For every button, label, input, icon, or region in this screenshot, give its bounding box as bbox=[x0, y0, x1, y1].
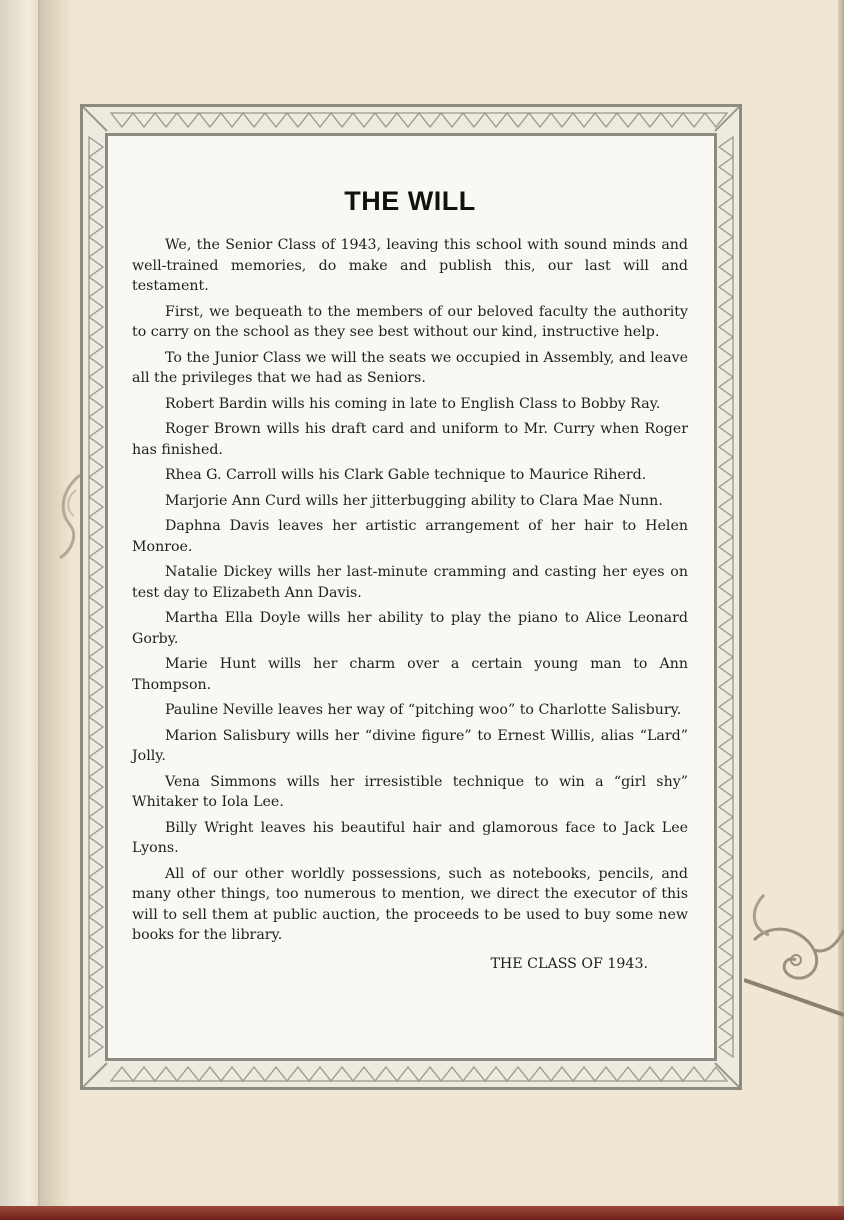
will-paragraph: Vena Simmons wills her irresistible technique to win a “girl shy” Whitaker to Iola Lee. bbox=[132, 773, 688, 810]
frame-ornament bbox=[265, 1067, 287, 1081]
frame-ornament bbox=[529, 113, 551, 127]
frame-ornament bbox=[719, 1017, 733, 1037]
frame-ornament bbox=[719, 457, 733, 477]
frame-ornament bbox=[89, 1017, 103, 1037]
frame-ornament bbox=[155, 1067, 177, 1081]
frame-ornament bbox=[719, 737, 733, 757]
frame-ornament bbox=[89, 297, 103, 317]
frame-ornament bbox=[719, 897, 733, 917]
frame-ornament bbox=[89, 597, 103, 617]
page-title: THE WILL bbox=[344, 186, 476, 216]
frame-ornament bbox=[111, 1067, 133, 1081]
frame-ornament bbox=[89, 277, 103, 297]
frame-ornament bbox=[89, 257, 103, 277]
frame-ornament bbox=[89, 817, 103, 837]
will-paragraph: Marjorie Ann Curd wills her jitterbugging ability to Clara Mae Nunn. bbox=[165, 492, 663, 509]
frame-ornament bbox=[595, 1067, 617, 1081]
frame-ornament bbox=[89, 737, 103, 757]
will-paragraph: Natalie Dickey wills her last-minute cramming and casting her eyes on test day to Elizabeth Ann Davis. bbox=[132, 564, 688, 601]
will-paragraph: Robert Bardin wills his coming in late to English Class to Bobby Ray. bbox=[165, 395, 661, 412]
frame-ornament bbox=[719, 277, 733, 297]
frame-corner bbox=[715, 107, 739, 131]
frame-ornament bbox=[89, 497, 103, 517]
frame-ornament bbox=[89, 477, 103, 497]
frame-ornament bbox=[89, 157, 103, 177]
frame-ornament bbox=[89, 937, 103, 957]
frame-ornament bbox=[89, 197, 103, 217]
will-paragraph: To the Junior Class we will the seats we occupied in Assembly, and leave all the privileges that we had as Seniors. bbox=[132, 349, 688, 386]
frame-ornament bbox=[719, 597, 733, 617]
frame-ornament bbox=[89, 637, 103, 657]
frame-ornament bbox=[419, 113, 441, 127]
page-edge bbox=[838, 0, 844, 1220]
will-paragraph: Billy Wright leaves his beautiful hair and glamorous face to Jack Lee Lyons. bbox=[132, 819, 688, 856]
frame-ornament bbox=[89, 397, 103, 417]
frame-ornament bbox=[719, 397, 733, 417]
frame-ornament bbox=[221, 1067, 243, 1081]
frame-ornament bbox=[719, 857, 733, 877]
will-paragraph: Pauline Neville leaves her way of “pitching woo” to Charlotte Salisbury. bbox=[165, 702, 682, 718]
frame-ornament bbox=[719, 217, 733, 237]
frame-ornament bbox=[617, 113, 639, 127]
frame-ornament bbox=[89, 617, 103, 637]
will-paragraph: All of our other worldly possessions, such as notebooks, pencils, and many other things, too numerous to mention, we direct the executor of this will to sell them at public auction, the proceeds to be used to buy some new books for the library. bbox=[132, 865, 688, 943]
frame-ornament bbox=[719, 757, 733, 777]
frame-corner bbox=[83, 107, 107, 131]
frame-ornament bbox=[719, 917, 733, 937]
frame-ornament bbox=[719, 337, 733, 357]
ornament-scroll-icon bbox=[744, 880, 844, 1020]
frame-ornament bbox=[719, 517, 733, 537]
frame-ornament bbox=[719, 137, 733, 157]
frame-ornament bbox=[353, 113, 375, 127]
frame-ornament bbox=[441, 1067, 463, 1081]
frame-ornament bbox=[353, 1067, 375, 1081]
will-paragraph: Rhea G. Carroll wills his Clark Gable technique to Maurice Riherd. bbox=[165, 467, 647, 483]
frame-ornament bbox=[719, 417, 733, 437]
frame-ornament bbox=[719, 537, 733, 557]
frame-ornament bbox=[89, 417, 103, 437]
frame-ornament bbox=[331, 113, 353, 127]
frame-ornament bbox=[719, 157, 733, 177]
frame-ornament bbox=[441, 113, 463, 127]
frame-ornament bbox=[89, 877, 103, 897]
frame-ornament bbox=[507, 1067, 529, 1081]
frame-ornament bbox=[89, 357, 103, 377]
frame-ornament bbox=[89, 957, 103, 977]
frame-ornament bbox=[89, 177, 103, 197]
frame-ornament bbox=[719, 637, 733, 657]
will-document bbox=[132, 186, 688, 974]
will-paragraphs bbox=[132, 235, 688, 946]
frame-ornament bbox=[89, 717, 103, 737]
frame-ornament bbox=[89, 437, 103, 457]
frame-ornament bbox=[719, 717, 733, 737]
frame-ornament bbox=[719, 237, 733, 257]
frame-ornament bbox=[719, 997, 733, 1017]
frame-ornament bbox=[719, 357, 733, 377]
frame-ornament bbox=[551, 113, 573, 127]
spine-shadow bbox=[38, 0, 72, 1220]
frame-ornament bbox=[719, 797, 733, 817]
frame-ornament bbox=[573, 113, 595, 127]
frame-ornament bbox=[287, 113, 309, 127]
frame-ornament bbox=[243, 1067, 265, 1081]
frame-ornament bbox=[705, 1067, 727, 1081]
frame-ornament bbox=[89, 557, 103, 577]
frame-ornament bbox=[309, 113, 331, 127]
frame-ornament bbox=[89, 217, 103, 237]
frame-ornament bbox=[683, 113, 705, 127]
frame-ornament bbox=[111, 113, 133, 127]
frame-ornament bbox=[719, 197, 733, 217]
frame-ornament bbox=[661, 113, 683, 127]
frame-ornament bbox=[719, 257, 733, 277]
frame-corner bbox=[715, 1063, 739, 1087]
frame-ornament bbox=[375, 113, 397, 127]
frame-ornament bbox=[89, 577, 103, 597]
frame-ornament bbox=[719, 657, 733, 677]
frame-ornament bbox=[375, 1067, 397, 1081]
frame-ornament bbox=[617, 1067, 639, 1081]
frame-ornament bbox=[639, 1067, 661, 1081]
frame-ornament bbox=[397, 113, 419, 127]
frame-ornament bbox=[485, 113, 507, 127]
frame-ornament bbox=[719, 557, 733, 577]
frame-ornament bbox=[287, 1067, 309, 1081]
frame-ornament bbox=[89, 837, 103, 857]
frame-ornament bbox=[463, 1067, 485, 1081]
frame-ornament bbox=[719, 777, 733, 797]
frame-ornament bbox=[89, 857, 103, 877]
frame-ornament bbox=[719, 977, 733, 997]
frame-ornament bbox=[265, 113, 287, 127]
will-paragraph: Daphna Davis leaves her artistic arrangement of her hair to Helen Monroe. bbox=[132, 518, 688, 555]
book-spine bbox=[0, 0, 40, 1220]
frame-ornament bbox=[89, 337, 103, 357]
will-paragraph: We, the Senior Class of 1943, leaving this school with sound minds and well-trained memories, do make and publish this, our last will and testament. bbox=[132, 237, 688, 294]
frame-ornament bbox=[719, 377, 733, 397]
frame-ornament bbox=[463, 113, 485, 127]
frame-ornament bbox=[719, 697, 733, 717]
frame-ornament bbox=[89, 757, 103, 777]
frame-ornament bbox=[89, 517, 103, 537]
frame-ornament bbox=[719, 297, 733, 317]
frame-ornament bbox=[243, 113, 265, 127]
frame-ornament bbox=[705, 113, 727, 127]
frame-ornament bbox=[719, 437, 733, 457]
frame-ornament bbox=[89, 897, 103, 917]
frame-ornament bbox=[639, 113, 661, 127]
frame-ornament bbox=[89, 537, 103, 557]
frame-ornament bbox=[719, 837, 733, 857]
frame-ornament bbox=[89, 997, 103, 1017]
frame-ornament bbox=[397, 1067, 419, 1081]
frame-ornament bbox=[719, 477, 733, 497]
frame-ornament bbox=[177, 1067, 199, 1081]
will-paragraph: Roger Brown wills his draft card and uniform to Mr. Curry when Roger has finished. bbox=[132, 421, 688, 458]
frame-ornament bbox=[177, 113, 199, 127]
frame-ornament bbox=[221, 113, 243, 127]
frame-ornament bbox=[719, 877, 733, 897]
frame-ornament bbox=[719, 1037, 733, 1057]
frame-ornament bbox=[89, 677, 103, 697]
frame-ornament bbox=[331, 1067, 353, 1081]
frame-ornament bbox=[719, 317, 733, 337]
frame-ornament bbox=[719, 957, 733, 977]
frame-ornament bbox=[89, 317, 103, 337]
frame-ornament bbox=[89, 657, 103, 677]
frame-ornament bbox=[89, 377, 103, 397]
frame-ornament bbox=[719, 577, 733, 597]
frame-ornament bbox=[89, 977, 103, 997]
frame-ornament bbox=[573, 1067, 595, 1081]
will-paragraph: Marie Hunt wills her charm over a certain young man to Ann Thompson. bbox=[132, 656, 688, 693]
frame-ornament bbox=[529, 1067, 551, 1081]
frame-ornament bbox=[89, 137, 103, 157]
will-paragraph: Martha Ella Doyle wills her ability to play the piano to Alice Leonard Gorby. bbox=[132, 610, 688, 647]
frame-ornament bbox=[661, 1067, 683, 1081]
frame-ornament bbox=[155, 113, 177, 127]
frame-ornament bbox=[89, 777, 103, 797]
frame-ornament bbox=[309, 1067, 331, 1081]
frame-ornament bbox=[551, 1067, 573, 1081]
frame-ornament bbox=[719, 817, 733, 837]
will-paragraph: First, we bequeath to the members of our beloved faculty the authority to carry on the school as they see best without our kind, instructive help. bbox=[132, 303, 688, 340]
will-paragraph: Marion Salisbury wills her “divine figure” to Ernest Willis, alias “Lard” Jolly. bbox=[132, 727, 688, 764]
frame-ornament bbox=[719, 177, 733, 197]
frame-ornament bbox=[199, 1067, 221, 1081]
book-cover-edge bbox=[0, 1206, 844, 1220]
frame-ornament bbox=[719, 617, 733, 637]
frame-ornament bbox=[507, 113, 529, 127]
frame-ornament bbox=[419, 1067, 441, 1081]
frame-ornament bbox=[683, 1067, 705, 1081]
frame-ornament bbox=[133, 1067, 155, 1081]
frame-ornament bbox=[89, 1037, 103, 1057]
frame-ornament bbox=[485, 1067, 507, 1081]
frame-ornament bbox=[89, 797, 103, 817]
frame-ornament bbox=[719, 497, 733, 517]
frame-ornament bbox=[133, 113, 155, 127]
frame-ornament bbox=[89, 237, 103, 257]
frame-ornament bbox=[595, 113, 617, 127]
frame-ornament bbox=[89, 917, 103, 937]
frame-ornament bbox=[199, 113, 221, 127]
frame-ornament bbox=[89, 697, 103, 717]
frame-ornament bbox=[719, 677, 733, 697]
frame-ornament bbox=[719, 937, 733, 957]
frame-corner bbox=[83, 1063, 107, 1087]
signature: THE CLASS OF 1943. bbox=[490, 955, 648, 972]
frame-ornament bbox=[89, 457, 103, 477]
